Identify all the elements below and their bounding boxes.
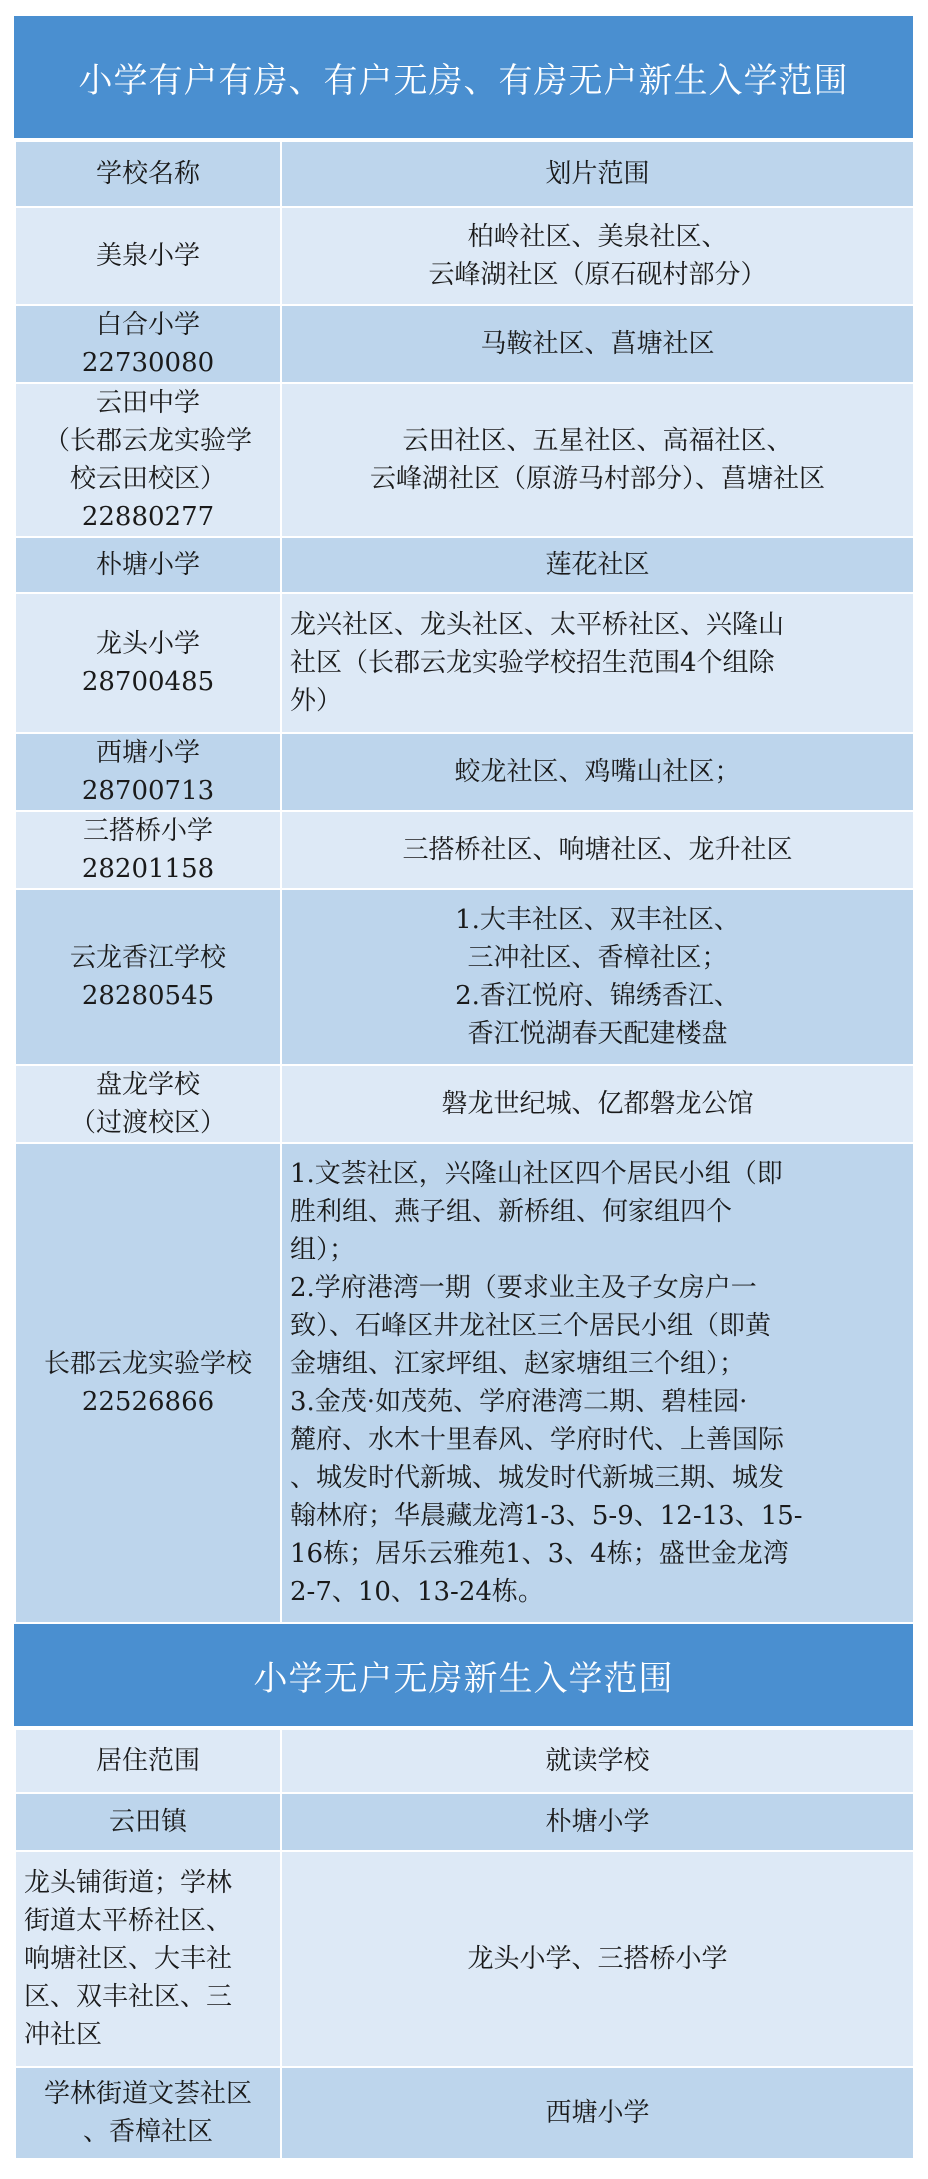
- admission-tables: [14, 16, 913, 2160]
- school-cell: 龙头小学 28700485: [15, 593, 281, 733]
- school-cell: 朴塘小学: [15, 537, 281, 593]
- school-cell: 朴塘小学: [281, 1793, 914, 1851]
- residence-cell: 学林街道文荟社区 、香樟社区: [15, 2067, 281, 2159]
- school-cell: 龙头小学、三搭桥小学: [281, 1851, 914, 2067]
- table-row: [15, 2067, 914, 2159]
- school-cell: 白合小学 22730080: [15, 305, 281, 383]
- table-row: [15, 1851, 914, 2067]
- table-header-row: [15, 141, 914, 207]
- table-row: [15, 733, 914, 811]
- table-row: [15, 383, 914, 537]
- school-cell: 西塘小学 28700713: [15, 733, 281, 811]
- header-school-name: 学校名称: [15, 141, 281, 207]
- area-cell: 莲花社区: [281, 537, 914, 593]
- table-row: [15, 1793, 914, 1851]
- area-cell: 1.大丰社区、双丰社区、 三冲社区、香樟社区； 2.香江悦府、锦绣香江、 香江悦湖春天配建楼盘: [281, 889, 914, 1065]
- header-school: 就读学校: [281, 1729, 914, 1793]
- area-cell: 云田社区、五星社区、高福社区、 云峰湖社区（原游马村部分）、菖塘社区: [281, 383, 914, 537]
- header-zone: 划片范围: [281, 141, 914, 207]
- area-cell: 三搭桥社区、响塘社区、龙升社区: [281, 811, 914, 889]
- table-row: [15, 1065, 914, 1143]
- section1-table: [14, 140, 915, 1624]
- table-header-row: [15, 1729, 914, 1793]
- table-row: [15, 889, 914, 1065]
- area-cell: 柏岭社区、美泉社区、 云峰湖社区（原石砚村部分）: [281, 207, 914, 305]
- area-cell: 马鞍社区、菖塘社区: [281, 305, 914, 383]
- school-cell: 云龙香江学校 28280545: [15, 889, 281, 1065]
- school-cell: 西塘小学: [281, 2067, 914, 2159]
- section1-title: 小学有户有房、有户无房、有房无户新生入学范围: [14, 16, 913, 140]
- school-cell: 美泉小学: [15, 207, 281, 305]
- school-cell: 云田中学 （长郡云龙实验学 校云田校区） 22880277: [15, 383, 281, 537]
- table-row: [15, 811, 914, 889]
- header-residence: 居住范围: [15, 1729, 281, 1793]
- area-cell: 磐龙世纪城、亿都磐龙公馆: [281, 1065, 914, 1143]
- area-cell: 蛟龙社区、鸡嘴山社区；: [281, 733, 914, 811]
- area-cell: 1.文荟社区，兴隆山社区四个居民小组（即 胜利组、燕子组、新桥组、何家组四个 组）； 2.学府港湾一期（要求业主及子女房户一 致）、石峰区井龙社区三个居民小组（即黄 金塘组、江家坪组、赵家塘组三个组）； 3.金茂·如茂苑、学府港湾二期、碧桂园· 麓府、水木十里春风、学府时代、上善国际 、城发时代新城、城发时代新城三期、城发 翰林府；华晨藏龙湾1-3、5-9、12-13、15- 16栋；居乐云雅苑1、3、4栋；盛世金龙湾 2-7、10、13-24栋。: [281, 1143, 914, 1623]
- table-row: [15, 305, 914, 383]
- area-cell: 龙兴社区、龙头社区、太平桥社区、兴隆山 社区（长郡云龙实验学校招生范围4个组除 外）: [281, 593, 914, 733]
- section2-table: [14, 1728, 915, 2160]
- school-cell: 三搭桥小学 28201158: [15, 811, 281, 889]
- table-row: [15, 207, 914, 305]
- table-row: [15, 1143, 914, 1623]
- school-cell: 盘龙学校 （过渡校区）: [15, 1065, 281, 1143]
- school-cell: 长郡云龙实验学校 22526866: [15, 1143, 281, 1623]
- table-row: [15, 593, 914, 733]
- residence-cell: 云田镇: [15, 1793, 281, 1851]
- table-row: [15, 537, 914, 593]
- residence-cell: 龙头铺街道；学林 街道太平桥社区、 响塘社区、大丰社 区、双丰社区、三 冲社区: [15, 1851, 281, 2067]
- section2-title: 小学无户无房新生入学范围: [14, 1624, 913, 1728]
